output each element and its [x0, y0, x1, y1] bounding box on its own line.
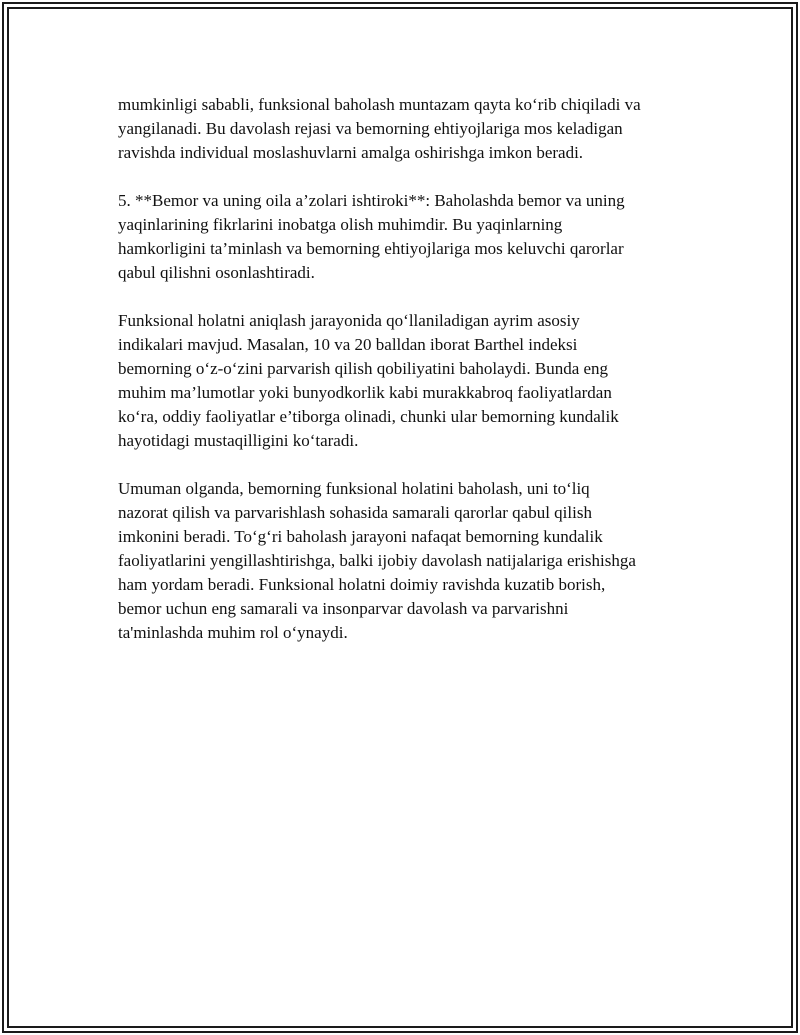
- paragraph-2: [118, 189, 698, 285]
- paragraph-4: [118, 477, 698, 645]
- text-line: indikalari mavjud. Masalan, 10 va 20 balldan iborat Barthel indeksi: [118, 335, 578, 354]
- text-line: bemor uchun eng samarali va insonparvar davolash va parvarishni: [118, 599, 569, 618]
- text-line: ta'minlashda muhim rol o‘ynaydi.: [118, 623, 348, 642]
- document-body: [118, 93, 698, 669]
- text-line: hamkorligini ta’minlash va bemorning ehtiyojlariga mos keluvchi qarorlar: [118, 239, 624, 258]
- text-line: ravishda individual moslashuvlarni amalga oshirishga imkon beradi.: [118, 143, 584, 162]
- text-line: yangilanadi. Bu davolash rejasi va bemorning ehtiyojlariga mos keladigan: [118, 119, 623, 138]
- text-line: ko‘ra, oddiy faoliyatlar e’tiborga olinadi, chunki ular bemorning kundalik: [118, 407, 619, 426]
- paragraph-1: [118, 93, 698, 165]
- text-line: imkonini beradi. To‘g‘ri baholash jarayoni nafaqat bemorning kundalik: [118, 527, 603, 546]
- text-line: mumkinligi sababli, funksional baholash muntazam qayta ko‘rib chiqiladi va: [118, 95, 641, 114]
- text-line: Umuman olganda, bemorning funksional holatini baholash, uni to‘liq: [118, 479, 590, 498]
- text-line: qabul qilishni osonlashtiradi.: [118, 263, 315, 282]
- text-line: bemorning o‘z-o‘zini parvarish qilish qobiliyatini baholaydi. Bunda eng: [118, 359, 609, 378]
- text-line: yaqinlarining fikrlarini inobatga olish muhimdir. Bu yaqinlarning: [118, 215, 563, 234]
- text-line: Funksional holatni aniqlash jarayonida qo‘llaniladigan ayrim asosiy: [118, 311, 580, 330]
- text-line: nazorat qilish va parvarishlash sohasida samarali qarorlar qabul qilish: [118, 503, 592, 522]
- text-line: 5. **Bemor va uning oila a’zolari ishtiroki**: Baholashda bemor va uning: [118, 191, 625, 210]
- paragraph-3: [118, 309, 698, 453]
- text-line: ham yordam beradi. Funksional holatni doimiy ravishda kuzatib borish,: [118, 575, 606, 594]
- text-line: hayotidagi mustaqilligini ko‘taradi.: [118, 431, 359, 450]
- text-line: muhim ma’lumotlar yoki bunyodkorlik kabi murakkabroq faoliyatlardan: [118, 383, 612, 402]
- text-line: faoliyatlarini yengillashtirishga, balki ijobiy davolash natijalariga erishishga: [118, 551, 636, 570]
